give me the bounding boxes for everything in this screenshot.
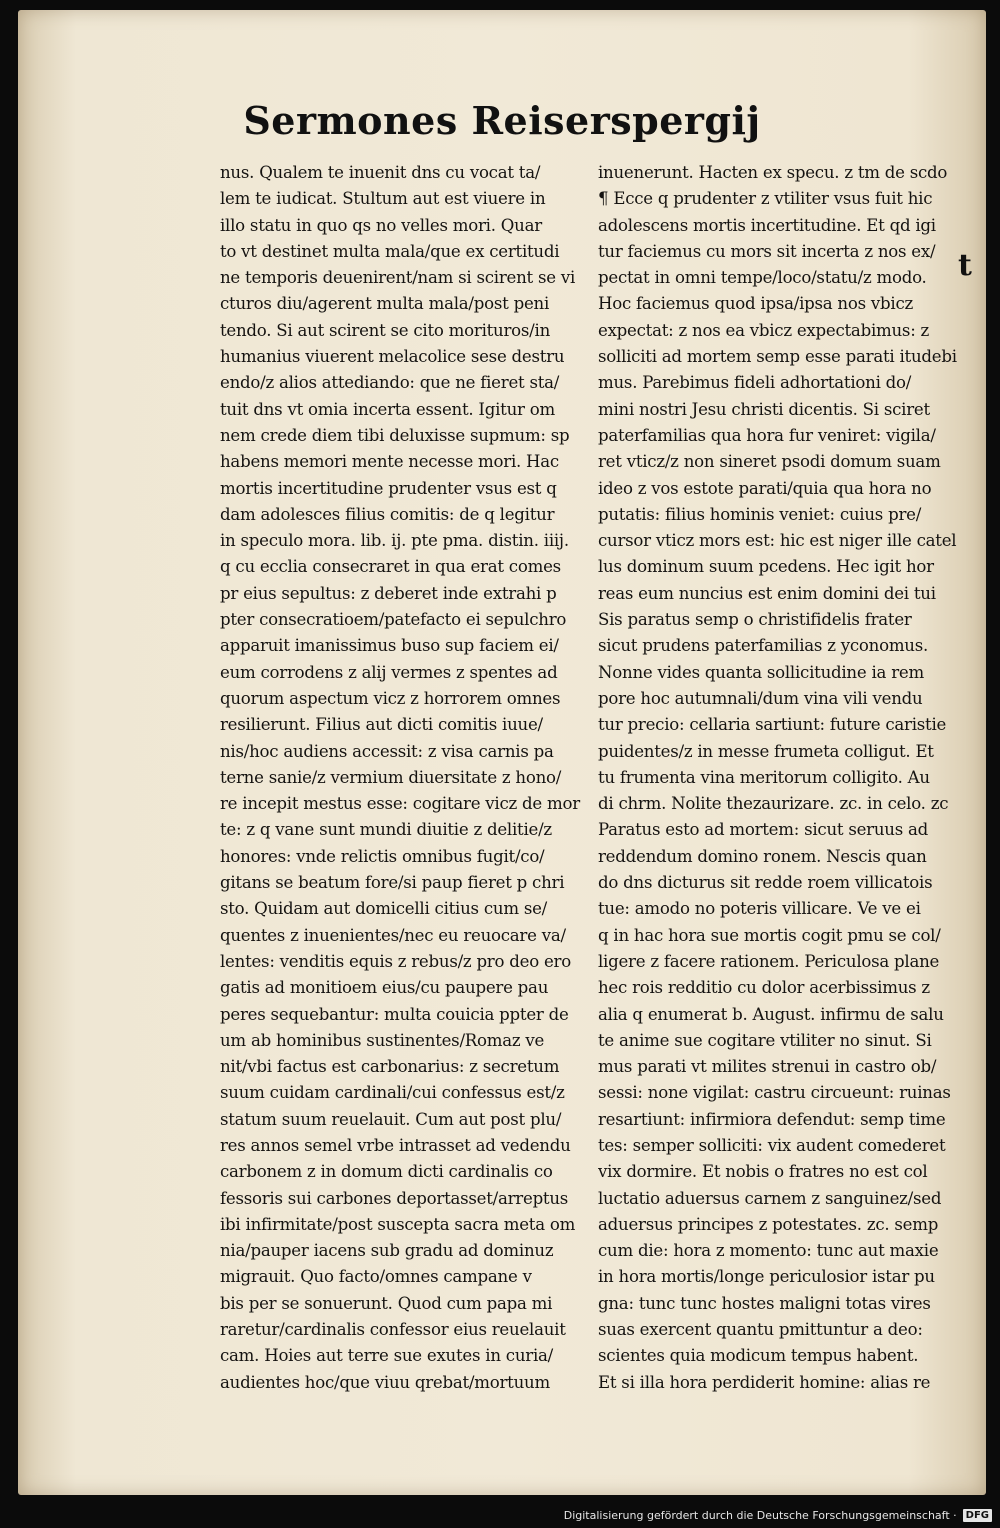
text-column-right bbox=[598, 160, 978, 1396]
text-line: gitans se beatum fore/si paup fieret p chri bbox=[220, 873, 565, 893]
text-line: Hoc faciemus quod ipsa/ipsa nos vbicz bbox=[598, 294, 913, 314]
text-line: sessi: none vigilat: castru circueunt: ruinas bbox=[598, 1083, 951, 1103]
text-line: tur precio: cellaria sartiunt: future caristie bbox=[598, 715, 947, 735]
text-line: ne temporis deuenirent/nam si scirent se vi bbox=[220, 268, 576, 288]
text-line: pr eius sepultus: z deberet inde extrahi p bbox=[220, 583, 557, 603]
footer-credit-text: Digitalisierung gefördert durch die Deutsche Forschungsgemeinschaft · bbox=[563, 1508, 957, 1522]
text-line: ¶ Ecce q prudenter z vtiliter vsus fuit hic bbox=[598, 189, 933, 209]
text-line: cam. Hoies aut terre sue exutes in curia/ bbox=[220, 1346, 553, 1366]
text-line: aduersus principes z potestates. zc. semp bbox=[598, 1214, 939, 1234]
text-line: ret vticz/z non sineret psodi domum suam bbox=[598, 452, 941, 472]
text-line: lentes: venditis equis z rebus/z pro deo ero bbox=[220, 951, 571, 971]
text-line: gna: tunc tunc hostes maligni totas vires bbox=[598, 1293, 931, 1313]
text-line: mus. Parebimus fideli adhortationi do/ bbox=[598, 373, 912, 393]
text-line: Paratus esto ad mortem: sicut seruus ad bbox=[598, 820, 929, 840]
text-line: suas exercent quantu pmittuntur a deo: bbox=[598, 1320, 923, 1340]
text-line: putatis: filius hominis veniet: cuius pre/ bbox=[598, 504, 922, 524]
text-line: gatis ad monitioem eius/cu paupere pau bbox=[220, 978, 549, 998]
text-line: tes: semper solliciti: vix audent comederet bbox=[598, 1135, 946, 1155]
text-line: Sis paratus semp o christifidelis frater bbox=[598, 610, 912, 630]
text-line: habens memori mente necesse mori. Hac bbox=[220, 452, 559, 472]
text-line: inuenerunt. Hacten ex specu. z tm de scdo bbox=[598, 163, 948, 182]
text-line: di chrm. Nolite thezaurizare. zc. in celo. zc bbox=[598, 794, 949, 814]
text-line: tu frumenta vina meritorum colligito. Au bbox=[598, 767, 930, 787]
text-line: tuit dns vt omia incerta essent. Igitur om bbox=[220, 399, 555, 419]
text-line: dam adolesces filius comitis: de q legitur bbox=[220, 504, 555, 524]
text-line: cursor vticz mors est: hic est niger ille catel bbox=[598, 531, 957, 551]
text-line: terne sanie/z vermium diuersitate z hono/ bbox=[220, 767, 562, 787]
footer-credit bbox=[564, 1506, 992, 1524]
text-line: sicut prudens paterfamilias z yconomus. bbox=[598, 636, 929, 656]
text-line: res annos semel vrbe intrasset ad vedendu bbox=[220, 1135, 571, 1155]
text-line: vix dormire. Et nobis o fratres no est col bbox=[598, 1162, 928, 1182]
text-line: cturos diu/agerent multa mala/post peni bbox=[220, 294, 550, 314]
scanned-page bbox=[18, 10, 986, 1495]
text-line: ideo z vos estote parati/quia qua hora no bbox=[598, 478, 932, 498]
text-line: solliciti ad mortem semp esse parati itudebi bbox=[598, 347, 957, 367]
text-line: um ab hominibus sustinentes/Romaz ve bbox=[220, 1030, 545, 1050]
text-line: reas eum nuncius est enim domini dei tui bbox=[598, 583, 936, 603]
dfg-logo: DFG bbox=[963, 1509, 992, 1522]
text-line: pter consecratioem/patefacto ei sepulchro bbox=[220, 610, 567, 630]
text-line: apparuit imanissimus buso sup faciem ei/ bbox=[220, 636, 559, 656]
text-line: mus parati vt milites strenui in castro ob/ bbox=[598, 1057, 937, 1077]
text-line: resilierunt. Filius aut dicti comitis iuue/ bbox=[220, 715, 543, 735]
text-line: nem crede diem tibi deluxisse supmum: sp bbox=[220, 425, 570, 445]
text-line: raretur/cardinalis confessor eius reuelauit bbox=[220, 1320, 566, 1340]
text-line: illo statu in quo qs no velles mori. Quar bbox=[220, 215, 542, 235]
text-line: tendo. Si aut scirent se cito morituros/in bbox=[220, 320, 551, 340]
text-line: sto. Quidam aut domicelli citius cum se/ bbox=[220, 899, 548, 919]
text-line: quorum aspectum vicz z horrorem omnes bbox=[220, 688, 561, 708]
text-line: lus dominum suum pcedens. Hec igit hor bbox=[598, 557, 934, 577]
text-line: honores: vnde relictis omnibus fugit/co/ bbox=[220, 846, 545, 866]
text-line: migrauit. Quo facto/omnes campane v bbox=[220, 1267, 532, 1287]
text-line: quentes z inuenientes/nec eu reuocare va/ bbox=[220, 925, 566, 945]
text-line: hec rois redditio cu dolor acerbissimus z bbox=[598, 978, 930, 998]
text-line: lem te iudicat. Stultum aut est viuere in bbox=[220, 189, 546, 209]
text-line: in hora mortis/longe periculosior istar pu bbox=[598, 1267, 935, 1287]
text-line: adolescens mortis incertitudine. Et qd igi bbox=[598, 215, 936, 235]
text-line: ibi infirmitate/post suscepta sacra meta om bbox=[220, 1214, 576, 1234]
text-line: in speculo mora. lib. ij. pte pma. distin. iiij. bbox=[220, 531, 569, 551]
text-line: resartiunt: infirmiora defendut: semp time bbox=[598, 1109, 946, 1129]
text-line: tur faciemus cu mors sit incerta z nos ex/ bbox=[598, 241, 936, 261]
text-line: nit/vbi factus est carbonarius: z secretum bbox=[220, 1057, 560, 1077]
text-line: cum die: hora z momento: tunc aut maxie bbox=[598, 1241, 939, 1261]
text-line: statum suum reuelauit. Cum aut post plu/ bbox=[220, 1109, 562, 1129]
text-line: nia/pauper iacens sub gradu ad dominuz bbox=[220, 1241, 554, 1261]
text-line: expectat: z nos ea vbicz expectabimus: z bbox=[598, 320, 930, 340]
text-line: alia q enumerat b. August. infirmu de salu bbox=[598, 1004, 944, 1024]
text-line: to vt destinet multa mala/que ex certitudi bbox=[220, 241, 560, 261]
text-line: re incepit mestus esse: cogitare vicz de mor bbox=[220, 794, 580, 814]
text-line: pore hoc autumnali/dum vina vili vendu bbox=[598, 688, 923, 708]
text-line: te anime sue cogitare vtiliter no sinut. Si bbox=[598, 1030, 932, 1050]
text-line: do dns dicturus sit redde roem villicatois bbox=[598, 873, 933, 893]
text-line: paterfamilias qua hora fur veniret: vigila/ bbox=[598, 425, 936, 445]
text-line: bis per se sonuerunt. Quod cum papa mi bbox=[220, 1293, 553, 1313]
text-line: q in hac hora sue mortis cogit pmu se col/ bbox=[598, 925, 941, 945]
text-line: reddendum domino ronem. Nescis quan bbox=[598, 846, 927, 866]
text-line: endo/z alios attediando: que ne fieret sta/ bbox=[220, 373, 560, 393]
text-line: luctatio aduersus carnem z sanguinez/sed bbox=[598, 1188, 942, 1208]
text-line: ligere z facere rationem. Periculosa plane bbox=[598, 951, 940, 971]
text-line: Et si illa hora perdiderit homine: alias re bbox=[598, 1372, 931, 1392]
text-line: mortis incertitudine prudenter vsus est q bbox=[220, 478, 557, 498]
text-line: peres sequebantur: multa couicia ppter de bbox=[220, 1004, 569, 1024]
text-line: tue: amodo no poteris villicare. Ve ve ei bbox=[598, 899, 921, 919]
marginal-letter: t bbox=[958, 248, 972, 283]
text-line: humanius viuerent melacolice sese destru bbox=[220, 347, 565, 367]
text-line: scientes quia modicum tempus habent. bbox=[598, 1346, 919, 1366]
page-title: Sermones Reiserspergij bbox=[243, 98, 761, 143]
text-line: carbonem z in domum dicti cardinalis co bbox=[220, 1162, 553, 1182]
text-line: suum cuidam cardinali/cui confessus est/z bbox=[220, 1083, 565, 1103]
text-line: q cu ecclia consecraret in qua erat comes bbox=[220, 557, 561, 577]
text-line: nis/hoc audiens accessit: z visa carnis pa bbox=[220, 741, 554, 761]
text-line: nus. Qualem te inuenit dns cu vocat ta/ bbox=[220, 163, 541, 182]
text-line: puidentes/z in messe frumeta colligut. Et bbox=[598, 741, 934, 761]
text-line: audientes hoc/que viuu qrebat/mortuum bbox=[220, 1372, 550, 1392]
text-column-left bbox=[220, 160, 600, 1396]
text-line: te: z q vane sunt mundi diuitie z delitie/z bbox=[220, 820, 552, 840]
text-line: Nonne vides quanta sollicitudine ia rem bbox=[598, 662, 924, 682]
text-line: pectat in omni tempe/loco/statu/z modo. bbox=[598, 268, 927, 288]
text-line: mini nostri Jesu christi dicentis. Si sciret bbox=[598, 399, 930, 419]
text-line: fessoris sui carbones deportasset/arreptus bbox=[220, 1188, 569, 1208]
text-line: eum corrodens z alij vermes z spentes ad bbox=[220, 662, 558, 682]
